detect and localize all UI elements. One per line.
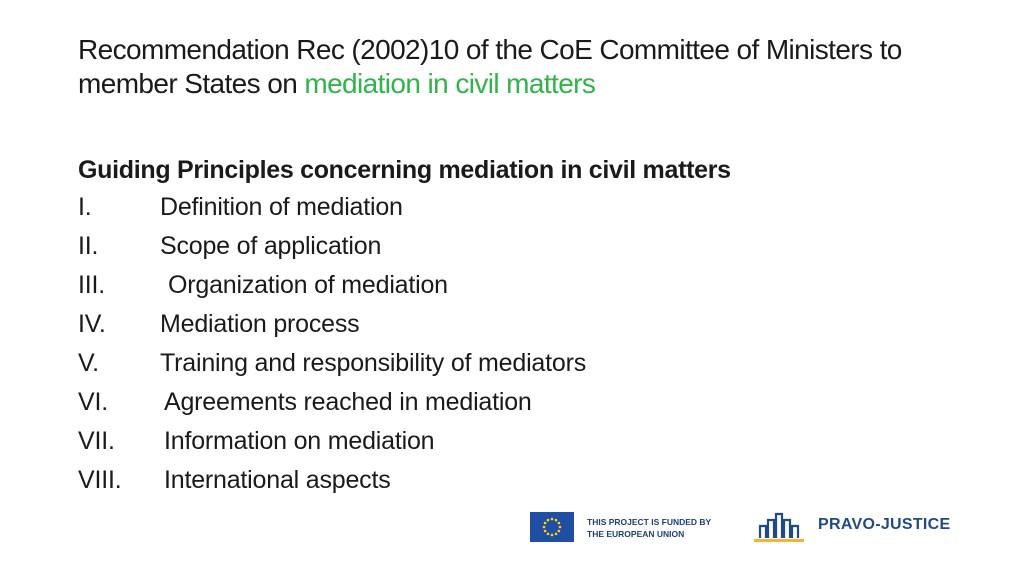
list-item xyxy=(78,383,938,422)
slide-content xyxy=(78,152,938,500)
list-item xyxy=(78,188,938,227)
principles-list xyxy=(78,188,938,500)
item-text: Mediation process xyxy=(160,310,360,338)
title-text: Recommendation Rec (2002)10 of the CoE Committee of Ministers to member States on xyxy=(78,34,902,99)
item-number: VII. xyxy=(78,427,115,455)
item-text: Definition of mediation xyxy=(160,193,403,221)
list-item xyxy=(78,266,938,305)
item-number: VIII. xyxy=(78,466,122,494)
list-item xyxy=(78,227,938,266)
footer-logos xyxy=(530,508,970,548)
item-text: Information on mediation xyxy=(164,427,435,455)
slide-title xyxy=(78,33,978,101)
list-item xyxy=(78,305,938,344)
item-number: I. xyxy=(78,193,92,221)
item-text: Organization of mediation xyxy=(168,271,448,299)
eu-funding-line: THE EUROPEAN UNION xyxy=(587,529,685,539)
eu-funding-line: THIS PROJECT IS FUNDED BY xyxy=(587,517,712,527)
eu-flag-icon xyxy=(530,512,574,542)
title-accent: mediation in civil matters xyxy=(304,68,596,99)
item-text: International aspects xyxy=(164,466,391,494)
brand-name: PRAVO-JUSTICE xyxy=(818,516,951,533)
item-text: Scope of application xyxy=(160,232,382,260)
item-number: VI. xyxy=(78,388,108,416)
item-text: Agreements reached in mediation xyxy=(164,388,532,416)
list-item xyxy=(78,344,938,383)
section-heading: Guiding Principles concerning mediation in civil matters xyxy=(78,156,731,184)
item-number: IV. xyxy=(78,310,106,338)
item-number: III. xyxy=(78,271,105,299)
item-number: II. xyxy=(78,232,99,260)
list-item xyxy=(78,422,938,461)
list-item xyxy=(78,461,938,500)
building-icon xyxy=(752,510,806,544)
eu-funding-text xyxy=(587,516,737,540)
item-text: Training and responsibility of mediators xyxy=(160,349,587,377)
item-number: V. xyxy=(78,349,99,377)
